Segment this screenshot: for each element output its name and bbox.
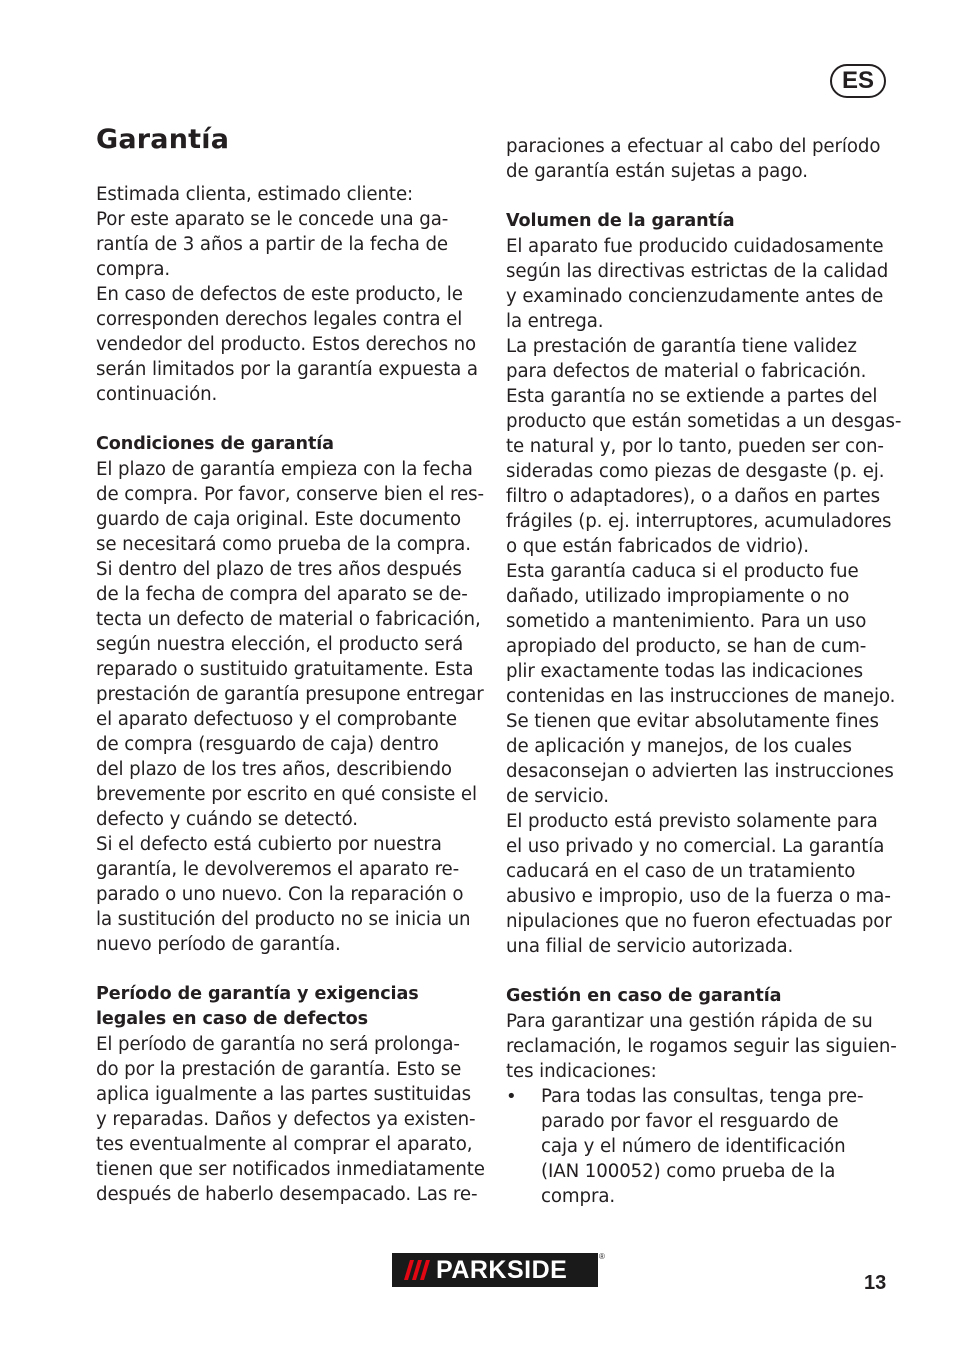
body-text-line: de servicio.	[506, 786, 609, 807]
body-text-line: de garantía están sujetas a pago.	[506, 161, 808, 182]
body-text-line: guardo de caja original. Este documento	[96, 509, 462, 530]
logo-stripes-icon	[398, 1253, 432, 1287]
language-badge: ES	[830, 64, 886, 98]
body-text-line: Si dentro del plazo de tres años después	[96, 559, 462, 580]
body-text-line: El producto está previsto solamente para	[506, 811, 878, 832]
body-text-line: desaconsejan o advierten las instrucciones	[506, 761, 894, 782]
body-text-line: de compra (resguardo de caja) dentro	[96, 734, 439, 755]
body-text-line: Esta garantía no se extiende a partes del	[506, 386, 878, 407]
body-text-line: do por la prestación de garantía. Esto se	[96, 1059, 462, 1080]
body-text-line: después de haberlo desempacado. Las re-	[96, 1184, 478, 1205]
body-text-line: de la fecha de compra del aparato se de-	[96, 584, 468, 605]
body-text-line: tes eventualmente al comprar el aparato,	[96, 1134, 473, 1155]
body-text-line: aplica igualmente a las partes sustituidas	[96, 1084, 472, 1105]
body-text-line: apropiado del producto, se han de cum-	[506, 636, 867, 657]
body-text-line: En caso de defectos de este producto, le	[96, 284, 463, 305]
body-text-line: compra.	[96, 259, 171, 280]
body-text-line: tes indicaciones:	[506, 1061, 657, 1082]
body-text-line: la entrega.	[506, 311, 604, 332]
body-text-line: Estimada clienta, estimado cliente:	[96, 184, 414, 205]
body-text-line: o que están fabricados de vidrio).	[506, 536, 809, 557]
body-text-line: se necesitará como prueba de la compra.	[96, 534, 471, 555]
section-heading: Gestión en caso de garantía	[506, 986, 782, 1006]
body-text-line: defecto y cuándo se detectó.	[96, 809, 358, 830]
bullet-text-line: caja y el número de identificación	[541, 1136, 846, 1157]
body-text-line: tecta un defecto de material o fabricación,	[96, 609, 481, 630]
body-text-line: serán limitados por la garantía expuesta a	[96, 359, 478, 380]
bullet-icon: •	[506, 1086, 517, 1107]
section-heading: Período de garantía y exigencias	[96, 984, 419, 1004]
body-text-line: reparado o sustituido gratuitamente. Esta	[96, 659, 474, 680]
bullet-text-line: compra.	[541, 1186, 616, 1207]
body-text-line: plir exactamente todas las indicaciones	[506, 661, 863, 682]
body-text-line: nuevo período de garantía.	[96, 934, 341, 955]
parkside-logo	[392, 1253, 598, 1287]
body-text-line: El plazo de garantía empieza con la fecha	[96, 459, 473, 480]
body-text-line: te natural y, por lo tanto, pueden ser con-	[506, 436, 884, 457]
body-text-line: Para garantizar una gestión rápida de su	[506, 1011, 873, 1032]
body-text-line: para defectos de material o fabricación.	[506, 361, 867, 382]
body-text-line: sideradas como piezas de desgaste (p. ej.	[506, 461, 885, 482]
body-text-line: de aplicación y manejos, de los cuales	[506, 736, 852, 757]
body-text-line: abusivo e impropio, uso de la fuerza o ma-	[506, 886, 891, 907]
section-heading: legales en caso de defectos	[96, 1009, 369, 1029]
body-text-line: y reparadas. Daños y defectos ya existen-	[96, 1109, 476, 1130]
logo-text: PARKSIDE	[436, 1256, 568, 1284]
body-text-line: Esta garantía caduca si el producto fue	[506, 561, 859, 582]
bullet-text-line: Para todas las consultas, tenga pre-	[541, 1086, 864, 1107]
body-text-line: filtro o adaptadores), o a daños en partes	[506, 486, 880, 507]
body-text-line: rantía de 3 años a partir de la fecha de	[96, 234, 448, 255]
body-text-line: brevemente por escrito en qué consiste el	[96, 784, 477, 805]
body-text-line: según nuestra elección, el producto será	[96, 634, 464, 655]
section-heading: Condiciones de garantía	[96, 434, 334, 454]
bullet-text-line: parado por favor el resguardo de	[541, 1111, 839, 1132]
body-text-line: de compra. Por favor, conserve bien el res-	[96, 484, 484, 505]
body-text-line: el uso privado y no comercial. La garantía	[506, 836, 885, 857]
body-text-line: la sustitución del producto no se inicia un	[96, 909, 471, 930]
body-text-line: sometido a mantenimiento. Para un uso	[506, 611, 867, 632]
body-text-line: y examinado concienzudamente antes de	[506, 286, 884, 307]
body-text-line: continuación.	[96, 384, 218, 405]
body-text-line: una filial de servicio autorizada.	[506, 936, 794, 957]
body-text-line: caducará en el caso de un tratamiento	[506, 861, 856, 882]
body-text-line: nipulaciones que no fueron efectuadas por	[506, 911, 892, 932]
logo-registered-mark: ®	[599, 1252, 605, 1261]
body-text-line: Por este aparato se le concede una ga-	[96, 209, 449, 230]
page-title: Garantía	[96, 124, 230, 155]
body-text-line: garantía, le devolveremos el aparato re-	[96, 859, 460, 880]
body-text-line: frágiles (p. ej. interruptores, acumuladores	[506, 511, 892, 532]
body-text-line: tienen que ser notificados inmediatamente	[96, 1159, 485, 1180]
bullet-text-line: (IAN 100052) como prueba de la	[541, 1161, 836, 1182]
body-text-line: dañado, utilizado impropiamente o no	[506, 586, 850, 607]
body-text-line: Se tienen que evitar absolutamente fines	[506, 711, 879, 732]
page-number: 13	[864, 1272, 887, 1294]
body-text-line: reclamación, le rogamos seguir las siguien-	[506, 1036, 897, 1057]
body-text-line: El período de garantía no será prolonga-	[96, 1034, 460, 1055]
body-text-line: del plazo de los tres años, describiendo	[96, 759, 452, 780]
body-text-line: vendedor del producto. Estos derechos no	[96, 334, 477, 355]
body-text-line: La prestación de garantía tiene validez	[506, 336, 857, 357]
body-text-line: corresponden derechos legales contra el	[96, 309, 463, 330]
body-text-line: El aparato fue producido cuidadosamente	[506, 236, 884, 257]
body-text-line: contenidas en las instrucciones de manejo.	[506, 686, 896, 707]
body-text-line: prestación de garantía presupone entregar	[96, 684, 484, 705]
body-text-line: paraciones a efectuar al cabo del período	[506, 136, 881, 157]
body-text-line: el aparato defectuoso y el comprobante	[96, 709, 457, 730]
body-text-line: según las directivas estrictas de la calidad	[506, 261, 889, 282]
body-text-line: Si el defecto está cubierto por nuestra	[96, 834, 442, 855]
body-text-line: producto que están sometidas a un desgas-	[506, 411, 902, 432]
section-heading: Volumen de la garantía	[506, 211, 735, 231]
body-text-line: parado o uno nuevo. Con la reparación o	[96, 884, 464, 905]
